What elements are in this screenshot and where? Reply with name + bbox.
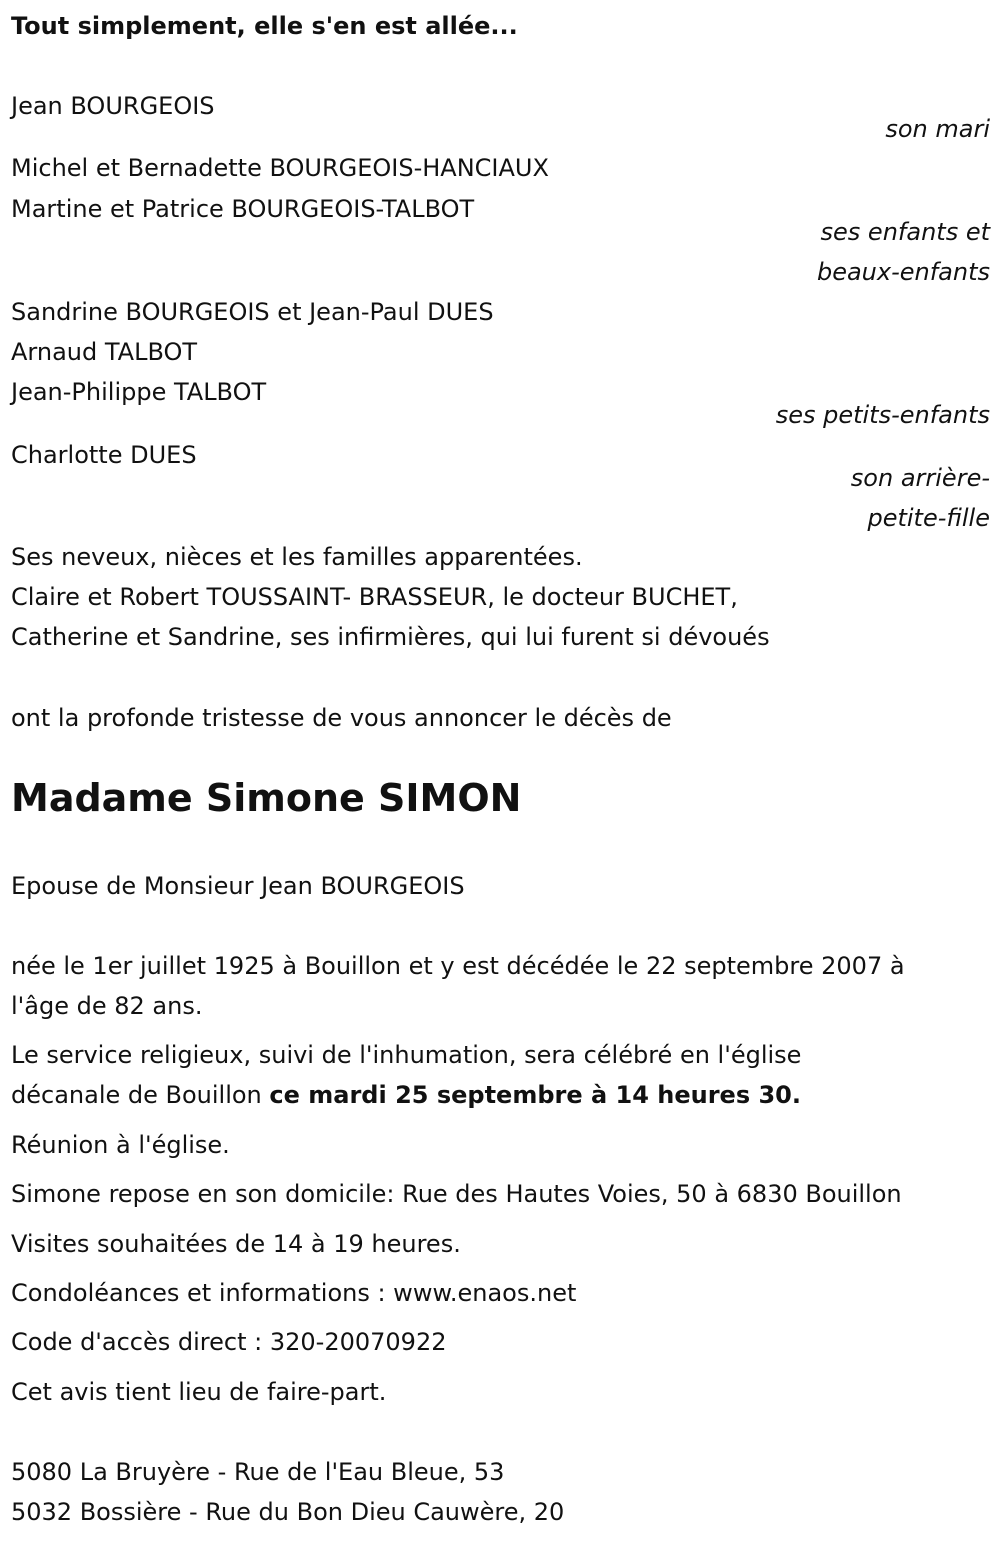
children-role: ses enfants et bbox=[820, 218, 990, 246]
others-line: Catherine et Sandrine, ses infirmières, qui lui furent si dévoués bbox=[11, 623, 770, 651]
child-line: Martine et Patrice BOURGEOIS-TALBOT bbox=[11, 195, 475, 223]
others-line: Ses neveux, nièces et les familles apparentées. bbox=[11, 543, 583, 571]
birth-line: l'âge de 82 ans. bbox=[11, 992, 203, 1020]
husband-role: son mari bbox=[885, 115, 990, 143]
announcement-line: ont la profonde tristesse de vous annoncer le décès de bbox=[11, 704, 672, 732]
detail-line: Visites souhaitées de 14 à 19 heures. bbox=[11, 1230, 461, 1258]
detail-line: Simone repose en son domicile: Rue des Hautes Voies, 50 à 6830 Bouillon bbox=[11, 1180, 902, 1208]
detail-line: Code d'accès direct : 320-20070922 bbox=[11, 1328, 447, 1356]
great-grandchild-role: petite-fille bbox=[867, 504, 990, 532]
detail-line: Cet avis tient lieu de faire-part. bbox=[11, 1378, 387, 1406]
others-line: Claire et Robert TOUSSAINT- BRASSEUR, le docteur BUCHET, bbox=[11, 583, 738, 611]
service-text: décanale de Bouillon bbox=[11, 1081, 270, 1109]
great-grandchild-role: son arrière- bbox=[850, 464, 990, 492]
children-role: beaux-enfants bbox=[816, 258, 990, 286]
detail-line: Condoléances et informations : www.enaos.net bbox=[11, 1279, 577, 1307]
notice-heading: Tout simplement, elle s'en est allée... bbox=[11, 12, 518, 40]
grandchild-line: Jean-Philippe TALBOT bbox=[11, 378, 267, 406]
service-line: Le service religieux, suivi de l'inhumation, sera célébré en l'église bbox=[11, 1041, 802, 1069]
great-grandchild-line: Charlotte DUES bbox=[11, 441, 197, 469]
grandchild-line: Sandrine BOURGEOIS et Jean-Paul DUES bbox=[11, 298, 494, 326]
service-line bbox=[11, 1081, 801, 1109]
husband-name: Jean BOURGEOIS bbox=[11, 92, 215, 120]
deceased-name: Madame Simone SIMON bbox=[11, 776, 522, 820]
address-line: 5080 La Bruyère - Rue de l'Eau Bleue, 53 bbox=[11, 1458, 505, 1486]
grandchild-line: Arnaud TALBOT bbox=[11, 338, 198, 366]
grandchildren-role: ses petits-enfants bbox=[775, 401, 990, 429]
child-line: Michel et Bernadette BOURGEOIS-HANCIAUX bbox=[11, 154, 549, 182]
spouse-line: Epouse de Monsieur Jean BOURGEOIS bbox=[11, 872, 465, 900]
detail-line: Réunion à l'église. bbox=[11, 1131, 230, 1159]
birth-line: née le 1er juillet 1925 à Bouillon et y est décédée le 22 septembre 2007 à bbox=[11, 952, 905, 980]
service-time: ce mardi 25 septembre à 14 heures 30. bbox=[269, 1081, 801, 1109]
address-line: 5032 Bossière - Rue du Bon Dieu Cauwère, 20 bbox=[11, 1498, 565, 1526]
